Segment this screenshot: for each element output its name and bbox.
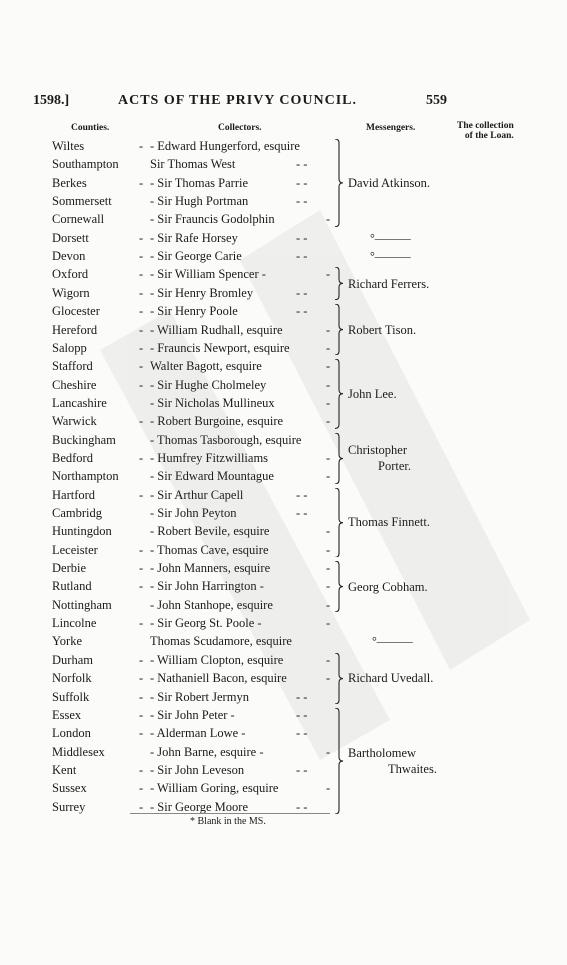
- county-cell: Middlesex: [52, 744, 105, 759]
- table-row: [0, 522, 567, 540]
- county-separator: -: [139, 340, 144, 355]
- collector-cell: Sir Thomas West: [150, 157, 236, 172]
- leader-dashes: - -: [296, 707, 308, 722]
- county-cell: Northampton: [52, 469, 119, 484]
- county-separator: -: [139, 616, 144, 631]
- collector-cell: - William Rudhall, esquire: [150, 322, 283, 337]
- brace: [334, 708, 342, 814]
- leader-dashes: - -: [296, 689, 308, 704]
- table-row: [0, 724, 567, 742]
- leader-dashes: - -: [296, 175, 308, 190]
- messenger-name: [348, 276, 429, 292]
- county-separator: -: [139, 542, 144, 557]
- table-row: [0, 449, 567, 467]
- county-cell: Oxford: [52, 267, 89, 282]
- table-row: [0, 596, 567, 614]
- county-cell: Sommersett: [52, 194, 112, 209]
- county-separator: -: [139, 707, 144, 722]
- collector-cell: - Sir Nicholas Mullineux: [150, 395, 275, 410]
- messenger-line1: Richard Uvedall.: [348, 671, 434, 686]
- leader-dashes: - -: [296, 726, 308, 741]
- table-row: [0, 706, 567, 724]
- table-row: [0, 688, 567, 706]
- county-cell: Cambridg: [52, 506, 102, 520]
- collector-cell: - Sir Hugh Portman: [150, 194, 249, 209]
- messenger-line1: Richard Ferrers.: [348, 276, 430, 291]
- table-row: [0, 229, 567, 247]
- county-separator: -: [139, 762, 144, 777]
- table-row: [0, 357, 567, 375]
- messenger-line1: David Atkinson.: [348, 175, 430, 190]
- collector-cell: - John Barne, esquire -: [150, 744, 264, 759]
- collector-cell: - Nathaniell Bacon, esquire: [150, 671, 287, 686]
- county-cell: Yorke: [52, 634, 82, 649]
- messenger-line1: Bartholomew: [348, 745, 417, 760]
- collector-cell: - Sir Edward Mountague: [150, 469, 274, 484]
- collector-cell: - Humfrey Fitzwilliams: [150, 450, 269, 465]
- brace: [334, 139, 342, 227]
- collector-cell: - William Goring, esquire: [150, 781, 279, 796]
- leader-dashes: -: [326, 395, 331, 410]
- county-separator: -: [139, 175, 144, 190]
- table-row: [0, 743, 567, 761]
- page-number: 559: [426, 93, 447, 108]
- column-header-loan-line1: The collection: [457, 121, 514, 131]
- county-cell: Berkes: [52, 175, 87, 190]
- county-separator: -: [139, 285, 144, 300]
- table-row: [0, 504, 567, 522]
- county-separator: -: [139, 579, 144, 594]
- county-separator: -: [139, 487, 144, 502]
- table-row: [0, 431, 567, 449]
- table-row: [0, 467, 567, 485]
- leader-dashes: - -: [296, 762, 308, 777]
- blank-mark: °———: [370, 249, 411, 264]
- blank-mark: °———: [372, 634, 413, 649]
- collector-cell: - Alderman Lowe -: [150, 726, 246, 741]
- leader-dashes: - -: [296, 506, 308, 520]
- brace: [334, 653, 342, 704]
- county-separator: -: [139, 799, 144, 814]
- collector-cell: - Thomas Tasborough, esquire: [150, 432, 302, 447]
- leader-dashes: -: [326, 744, 331, 759]
- county-separator: -: [139, 652, 144, 667]
- table-row: [0, 321, 567, 339]
- county-separator: -: [139, 726, 144, 741]
- leader-dashes: -: [326, 597, 331, 612]
- column-header-loan-line2: of the Loan.: [464, 131, 514, 141]
- leader-dashes: - -: [296, 194, 308, 209]
- blank-mark: °———: [370, 230, 411, 245]
- leader-dashes: - -: [296, 157, 308, 172]
- table-row: [0, 137, 567, 155]
- messenger-line1: Christopher: [348, 443, 408, 458]
- county-separator: -: [139, 230, 144, 245]
- collector-cell: - Sir Frauncis Godolphin: [150, 212, 275, 227]
- county-cell: Leceister: [52, 542, 98, 557]
- county-cell: Devon: [52, 249, 86, 264]
- collector-cell: - Sir John Peyton: [150, 506, 237, 520]
- leader-dashes: -: [326, 671, 331, 686]
- leader-dashes: - -: [296, 799, 308, 814]
- table-row: [0, 302, 567, 320]
- column-header-collectors: Collectors.: [218, 123, 262, 133]
- brace: [334, 267, 342, 300]
- leader-dashes: - -: [296, 285, 308, 300]
- collector-cell: - Edward Hungerford, esquire: [150, 139, 300, 153]
- county-cell: Wiltes: [52, 139, 85, 153]
- collector-cell: - Sir Hughe Cholmeley: [150, 377, 267, 392]
- brace: [334, 433, 342, 484]
- collector-cell: Thomas Scudamore, esquire: [150, 634, 292, 649]
- leader-dashes: -: [326, 359, 331, 374]
- table-row: [0, 577, 567, 595]
- collector-cell: - John Stanhope, esquire: [150, 597, 273, 612]
- table-row: [0, 541, 567, 559]
- county-cell: Nottingham: [52, 597, 112, 612]
- county-cell: Stafford: [52, 359, 93, 374]
- leader-dashes: -: [326, 781, 331, 796]
- collector-cell: - Sir Rafe Horsey: [150, 230, 238, 245]
- messenger-name: [348, 322, 416, 338]
- county-cell: Suffolk: [52, 689, 90, 704]
- county-cell: Huntingdon: [52, 524, 112, 539]
- county-cell: Norfolk: [52, 671, 92, 686]
- leader-dashes: -: [326, 340, 331, 355]
- messenger-name: [348, 386, 397, 402]
- county-separator: -: [139, 671, 144, 686]
- table-row: [0, 779, 567, 797]
- collector-cell: - Sir William Spencer -: [150, 267, 266, 282]
- table-row: [0, 669, 567, 687]
- page-year: 1598.]: [33, 93, 70, 108]
- leader-dashes: -: [326, 450, 331, 465]
- county-cell: Bedford: [52, 450, 93, 465]
- messenger-line1: John Lee.: [348, 386, 397, 401]
- collector-cell: - Sir George Carie: [150, 249, 242, 264]
- collector-cell: - Sir Georg St. Poole -: [150, 616, 262, 631]
- collector-cell: - Sir Henry Poole: [150, 304, 238, 319]
- table-row: [0, 559, 567, 577]
- county-cell: Durham: [52, 652, 93, 667]
- messenger-line2: Porter.: [378, 459, 411, 474]
- county-separator: -: [139, 249, 144, 264]
- messenger-line1: Thomas Finnett.: [348, 515, 430, 530]
- leader-dashes: -: [326, 652, 331, 667]
- collector-cell: - Robert Bevile, esquire: [150, 524, 270, 539]
- leader-dashes: -: [326, 524, 331, 539]
- table-row: [0, 412, 567, 430]
- leader-dashes: -: [326, 616, 331, 631]
- messenger-name: [348, 442, 411, 474]
- county-separator: -: [139, 139, 144, 153]
- table-row: [0, 265, 567, 283]
- table-row: [0, 651, 567, 669]
- county-cell: Derbie: [52, 561, 87, 576]
- collector-cell: Walter Bagott, esquire: [150, 359, 262, 374]
- county-cell: Essex: [52, 707, 82, 722]
- messenger-line2: Thwaites.: [388, 761, 437, 776]
- collector-cell: - Frauncis Newport, esquire: [150, 340, 290, 355]
- table-row: [0, 284, 567, 302]
- leader-dashes: -: [326, 579, 331, 594]
- messenger-name: [348, 175, 430, 191]
- leader-dashes: -: [326, 542, 331, 557]
- messenger-line1: Georg Cobham.: [348, 579, 428, 594]
- collector-cell: - William Clopton, esquire: [150, 652, 284, 667]
- leader-dashes: -: [326, 377, 331, 392]
- collector-cell: - Sir Arthur Capell: [150, 487, 244, 502]
- collector-cell: - Thomas Cave, esquire: [150, 542, 269, 557]
- county-cell: Surrey: [52, 799, 86, 814]
- table-row: [0, 486, 567, 504]
- messenger-name: [348, 579, 428, 595]
- county-cell: Hartford: [52, 487, 96, 502]
- county-cell: Hereford: [52, 322, 98, 337]
- collector-cell: - Sir George Moore: [150, 799, 249, 814]
- county-separator: -: [139, 359, 144, 374]
- county-cell: Warwick: [52, 414, 97, 429]
- county-cell: Lancashire: [52, 395, 107, 410]
- messenger-name: [348, 670, 433, 686]
- leader-dashes: -: [326, 469, 331, 484]
- collector-cell: - Robert Burgoine, esquire: [150, 414, 284, 429]
- running-title: ACTS OF THE PRIVY COUNCIL.: [118, 93, 358, 108]
- footnote-rule: [130, 813, 330, 814]
- leader-dashes: -: [326, 561, 331, 576]
- messenger-line1: Robert Tison.: [348, 322, 417, 337]
- county-cell: Cornewall: [52, 212, 105, 227]
- messenger-name: [348, 745, 437, 777]
- collector-cell: - Sir John Leveson: [150, 762, 245, 777]
- collector-cell: - Sir Robert Jermyn: [150, 689, 249, 704]
- leader-dashes: - -: [296, 249, 308, 264]
- table-row: [0, 632, 567, 650]
- messenger-name: [348, 514, 430, 530]
- table-row: [0, 247, 567, 265]
- table-row: [0, 376, 567, 394]
- leader-dashes: -: [326, 414, 331, 429]
- county-cell: Southampton: [52, 157, 119, 172]
- county-cell: Lincolne: [52, 616, 97, 631]
- brace: [334, 304, 342, 355]
- collector-cell: - Sir Thomas Parrie: [150, 175, 249, 190]
- leader-dashes: -: [326, 212, 331, 227]
- county-separator: -: [139, 304, 144, 319]
- county-separator: -: [139, 561, 144, 576]
- county-cell: Wigorn: [52, 285, 90, 300]
- collector-cell: - Sir John Peter -: [150, 707, 235, 722]
- column-header-messengers: Messengers.: [366, 123, 416, 133]
- leader-dashes: - -: [296, 304, 308, 319]
- collector-cell: - Sir Henry Bromley: [150, 285, 254, 300]
- county-cell: Salopp: [52, 340, 87, 355]
- county-cell: Glocester: [52, 304, 100, 319]
- county-separator: -: [139, 781, 144, 796]
- county-separator: -: [139, 450, 144, 465]
- brace: [334, 359, 342, 428]
- table-row: [0, 155, 567, 173]
- brace: [334, 561, 342, 612]
- table-row: [0, 761, 567, 779]
- collector-cell: - John Manners, esquire: [150, 561, 271, 576]
- county-cell: Cheshire: [52, 377, 97, 392]
- county-separator: -: [139, 322, 144, 337]
- county-cell: Dorsett: [52, 230, 89, 245]
- county-separator: -: [139, 267, 144, 282]
- table-row: [0, 339, 567, 357]
- county-separator: -: [139, 377, 144, 392]
- brace: [334, 488, 342, 557]
- table-row: [0, 614, 567, 632]
- column-header-counties: Counties.: [71, 123, 110, 133]
- county-separator: -: [139, 414, 144, 429]
- leader-dashes: - -: [296, 487, 308, 502]
- table-row: [0, 192, 567, 210]
- collector-cell: - Sir John Harrington -: [150, 579, 264, 594]
- leader-dashes: -: [326, 267, 331, 282]
- county-cell: Rutland: [52, 579, 92, 594]
- county-cell: Kent: [52, 762, 77, 777]
- table-row: [0, 174, 567, 192]
- county-cell: London: [52, 726, 91, 741]
- footnote: * Blank in the MS.: [190, 816, 266, 827]
- county-cell: Sussex: [52, 781, 87, 796]
- table-row: [0, 394, 567, 412]
- leader-dashes: - -: [296, 230, 308, 245]
- county-separator: -: [139, 689, 144, 704]
- table-row: [0, 210, 567, 228]
- county-cell: Buckingham: [52, 432, 116, 447]
- leader-dashes: -: [326, 322, 331, 337]
